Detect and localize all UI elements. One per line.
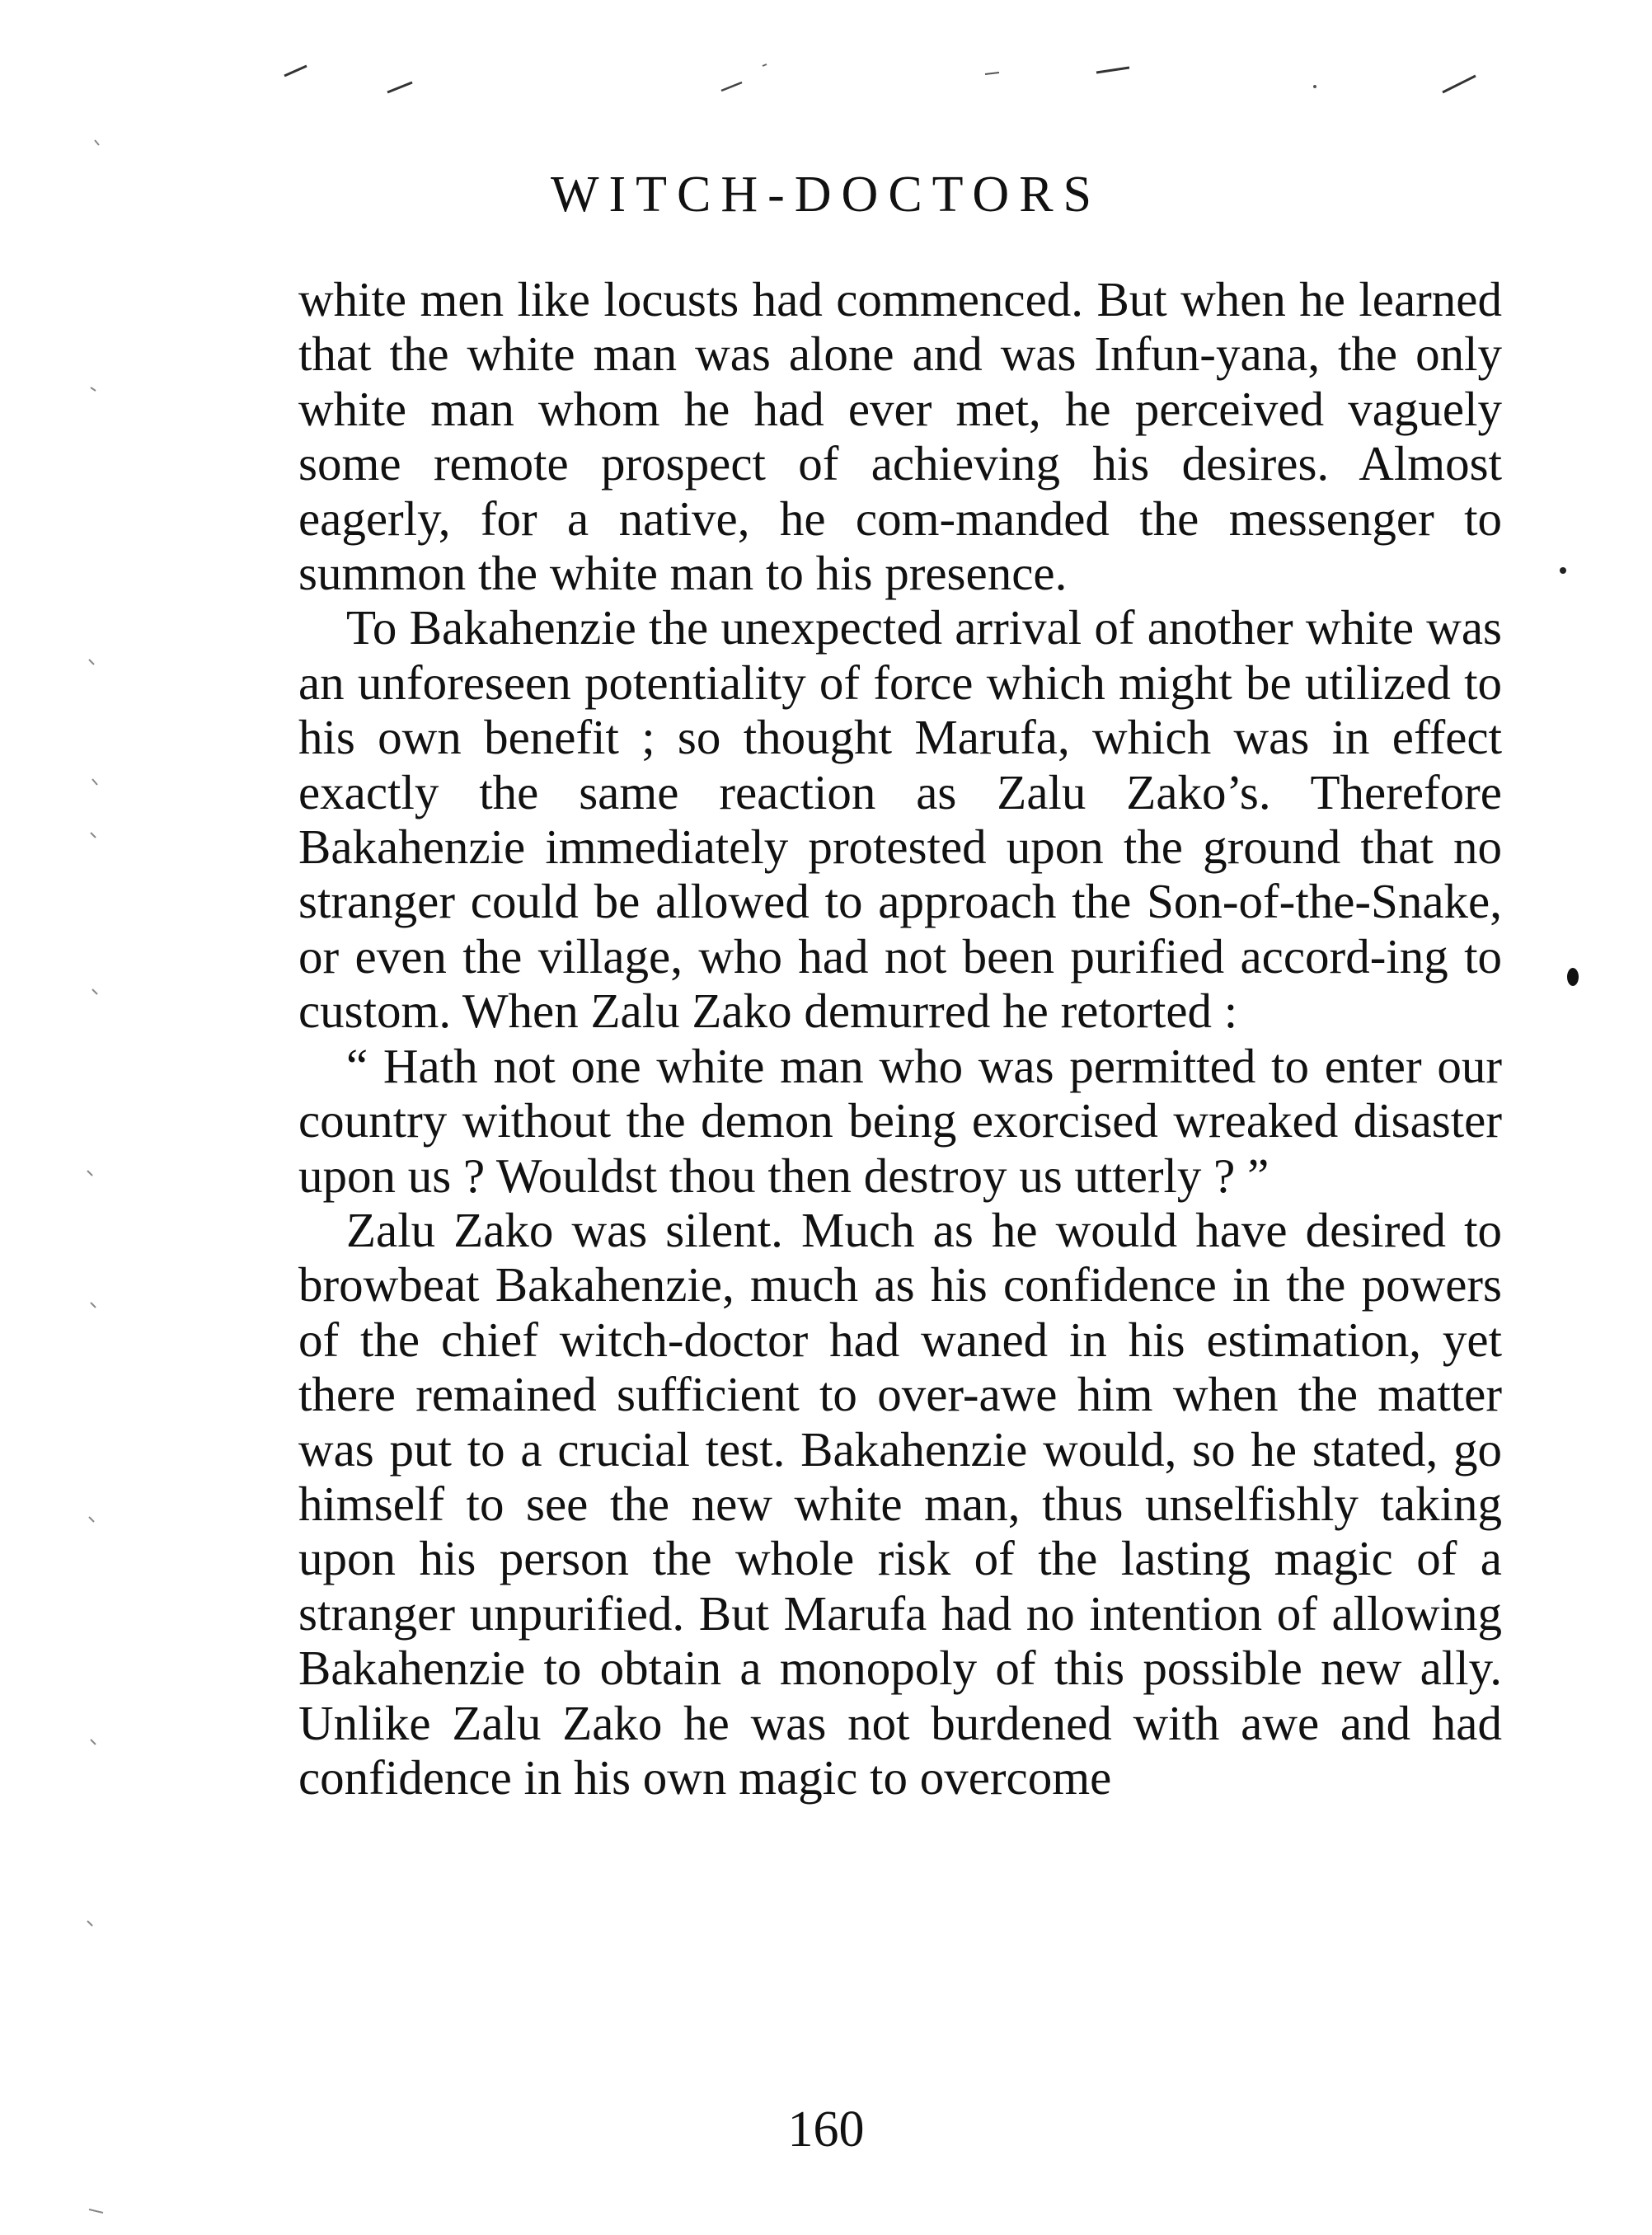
body-text [298, 272, 1502, 1805]
scan-speck [763, 64, 767, 66]
scan-speck [89, 2209, 103, 2213]
scan-speck [92, 989, 97, 994]
scan-speck [89, 1517, 94, 1522]
scan-speck [985, 73, 999, 74]
scan-speck [387, 82, 412, 92]
scan-speck [91, 1303, 96, 1308]
scan-speck [1096, 68, 1129, 73]
paragraph: white men like locusts had commenced. But when he learned that the white man was alone and was Infun-yana, the only white man whom he had ever met, he perceived vaguely some remote prospect of achieving his desires. Almost eagerly, for a native, he com-manded the messenger to summon the white man to his presence. [298, 272, 1502, 601]
scan-speck [91, 1740, 96, 1744]
scan-speck [1313, 85, 1316, 88]
scan-speck [1560, 567, 1566, 574]
scan-speck [87, 1921, 92, 1926]
page-number: 160 [787, 2101, 865, 2158]
scan-speck [95, 140, 99, 145]
scan-speck [91, 387, 96, 391]
paragraph: To Bakahenzie the unexpected arrival of another white was an unforeseen potentiality of force which might be utilized to his own benefit ; so thought Marufa, which was in effect exactly the same reaction as Zalu Zako’s. Therefore Bakahenzie immediately protested upon the ground that no stranger could be allowed to approach the Son-of-the-Snake, or even the village, who had not been purified accord-ing to custom. When Zalu Zako demurred he retorted : [298, 600, 1502, 1039]
scan-speck [284, 66, 307, 76]
scan-speck [89, 660, 94, 664]
scan-speck [721, 82, 742, 91]
scan-speck [91, 833, 96, 838]
scan-speck [1443, 76, 1476, 92]
paragraph: Zalu Zako was silent. Much as he would have desired to browbeat Bakahenzie, much as his confidence in the powers of the chief witch-doctor had waned in his estimation, yet there remained sufficient to over-awe him when the matter was put to a crucial test. Bakahenzie would, so he stated, go himself to see the new white man, thus unselfishly taking upon his person the whole risk of the lasting magic of a stranger unpurified. But Marufa had no intention of allowing Bakahenzie to obtain a monopoly of this possible new ally. Unlike Zalu Zako he was not burdened with awe and had confidence in his own magic to overcome [298, 1202, 1502, 1805]
running-head: WITCH-DOCTORS [550, 167, 1102, 223]
scan-speck [87, 1171, 92, 1176]
paragraph: “ Hath not one white man who was permitted to enter our country without the demon being exorcised wreaked disaster upon us ? Wouldst thou then destroy us utterly ? ” [298, 1038, 1502, 1203]
scan-speck [92, 779, 97, 785]
scan-speck [1567, 968, 1579, 986]
